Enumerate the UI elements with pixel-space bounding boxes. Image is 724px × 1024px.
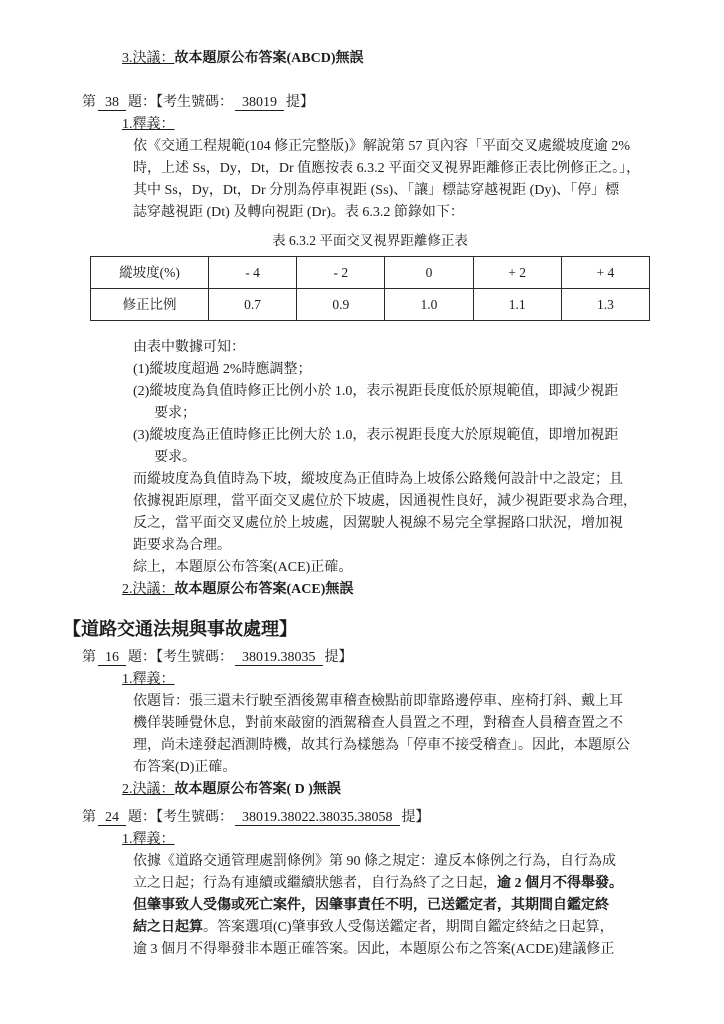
q24-number: 24 (98, 810, 126, 826)
para-line: 逾 3 個月不得舉發非本題正確答案。因此，本題原公布之答案(ACDE)建議修正 (133, 942, 615, 957)
q16-header (82, 647, 666, 669)
table-row (91, 289, 650, 321)
table-title: 表 6.3.2 平面交叉視界距離修正表 (272, 233, 468, 248)
table-cell: 修正比例 (91, 289, 209, 321)
para-run-bold: 逾 2 個月不得舉發。 (497, 876, 623, 891)
q38-resolution-line (122, 579, 666, 601)
para-run: 立之日起；行為有連續或繼續狀態者，自行為終了之日起， (133, 876, 497, 891)
para-line: 理，尚未達發起酒測時機，故其行為樣態為「停車不接受稽查」。因此，本題原公 (133, 738, 630, 753)
q24-paragraph (133, 851, 666, 961)
q16-interp-label: 1.釋義： (122, 672, 175, 687)
para-run-bold: 但肇事致人受傷或死亡案件，因肇事責任不明，已送鑑定者，其期間自鑑定終 (133, 898, 609, 913)
para-line: 機佯裝睡覺休息，對前來敲窗的酒駕稽查人員置之不理，對稽查人員稽查置之不 (133, 716, 623, 731)
q38-header (82, 92, 666, 114)
q37-resolution-label: 3.決議： (122, 51, 175, 66)
q38-candidate-code: 38019 (235, 95, 284, 111)
para-line (133, 873, 666, 895)
sight-distance-correction-table (90, 256, 650, 321)
q16-suffix: 提】 (324, 650, 353, 665)
q38-suffix: 提】 (286, 95, 314, 110)
spacer (63, 70, 666, 92)
q38-mid: 題：【考生號碼： (128, 95, 233, 110)
table-row (91, 257, 650, 289)
para-line: 依題旨：張三還未行駛至酒後駕車稽查檢點前即靠路邊停車、座椅打斜、戴上耳 (133, 694, 623, 709)
para-line: 依據視距原理，當平面交叉處位於下坡處，因通視性良好，減少視距要求為合理， (133, 494, 637, 509)
q24-interp-label-line (122, 829, 666, 851)
q16-resolution-line (122, 779, 666, 801)
q37-resolution-line (122, 48, 666, 70)
para-line: 而縱坡度為負值時為下坡，縱坡度為正值時為上坡係公路幾何設計中之設定；且 (133, 472, 623, 487)
q16-paragraph (133, 691, 666, 779)
table-cell: 0 (385, 257, 473, 289)
q16-prefix: 第 (82, 650, 96, 665)
para-line: 依《交通工程規範(104 修正完整版)》解說第 57 頁內容「平面交叉處縱坡度逾 2% (133, 139, 630, 154)
para-line: 距要求為合理。 (133, 538, 231, 553)
q16-interp-label-line (122, 669, 666, 691)
q24-mid: 題：【考生號碼： (128, 810, 233, 825)
para-line: 綜上，本題原公布答案(ACE)正確。 (133, 560, 353, 575)
q37-resolution-text: 故本題原公布答案(ABCD)無誤 (174, 51, 364, 66)
q24-header (82, 807, 666, 829)
list-item-continuation: 要求； (154, 406, 196, 421)
q24-suffix: 提】 (401, 810, 430, 825)
q24-prefix: 第 (82, 810, 96, 825)
para-line: 由表中數據可知： (133, 340, 245, 355)
q38-resolution-label: 2.決議： (122, 582, 175, 597)
table-cell: - 2 (297, 257, 385, 289)
table-cell: 0.9 (297, 289, 385, 321)
table-cell: + 2 (473, 257, 561, 289)
q38-paragraph-1 (133, 136, 666, 224)
q16-resolution-text: 故本題原公布答案( D )無誤 (174, 782, 341, 797)
para-line (133, 917, 666, 939)
q38-paragraph-2 (133, 337, 666, 579)
para-line: 其中 Ss，Dy，Dt，Dr 分別為停車視距 (Ss)、「讓」標誌穿越視距 (Dy)、「停」標 (133, 183, 620, 198)
para-line: 時，上述 Ss，Dy，Dt，Dr 值應按表 6.3.2 平面交叉視界距離修正表比例修正之。」， (133, 161, 641, 176)
list-item: (1)縱坡度超過 2%時應調整； (133, 362, 312, 377)
q38-interp-label-line (122, 114, 666, 136)
table-cell: 0.7 (209, 289, 297, 321)
list-item-continuation: 要求。 (154, 450, 196, 465)
q16-resolution-label: 2.決議： (122, 782, 175, 797)
q38-interp-label: 1.釋義： (122, 117, 175, 132)
q24-candidate-code: 38019.38022.38035.38058 (235, 810, 400, 826)
section-title: 【道路交通法規與事故處理】 (63, 619, 297, 639)
para-run-bold: 結之日起算 (133, 920, 203, 935)
table-cell: - 4 (209, 257, 297, 289)
list-item: (2)縱坡度為負值時修正比例小於 1.0，表示視距長度低於原規範值，即減少視距 (133, 384, 619, 399)
q38-number: 38 (98, 95, 126, 111)
para-line: 反之，當平面交叉處位於上坡處，因駕駛人視線不易完全掌握路口狀況，增加視 (133, 516, 623, 531)
table-cell: 1.1 (473, 289, 561, 321)
para-line: 誌穿越視距 (Dt) 及轉向視距 (Dr)。表 6.3.2 節錄如下： (133, 205, 464, 220)
list-item: (3)縱坡度為正值時修正比例大於 1.0，表示視距長度大於原規範值，即增加視距 (133, 428, 619, 443)
table-cell: + 4 (561, 257, 649, 289)
q24-interp-label: 1.釋義： (122, 832, 175, 847)
table-cell: 1.3 (561, 289, 649, 321)
q16-candidate-code: 38019.38035 (235, 650, 323, 666)
q16-mid: 題：【考生號碼： (128, 650, 233, 665)
para-line: 依據《道路交通管理處罰條例》第 90 條之規定：違反本條例之行為，自行為成 (133, 854, 616, 869)
q38-resolution-text: 故本題原公布答案(ACE)無誤 (174, 582, 354, 597)
para-line: 布答案(D)正確。 (133, 760, 237, 775)
q16-number: 16 (98, 650, 126, 666)
para-run: 。答案選項(C)肇事致人受傷送鑑定者，期間自鑑定終結之日起算， (203, 920, 614, 935)
table-cell: 縱坡度(%) (91, 257, 209, 289)
table-cell: 1.0 (385, 289, 473, 321)
para-line (133, 895, 666, 917)
q38-prefix: 第 (82, 95, 96, 110)
